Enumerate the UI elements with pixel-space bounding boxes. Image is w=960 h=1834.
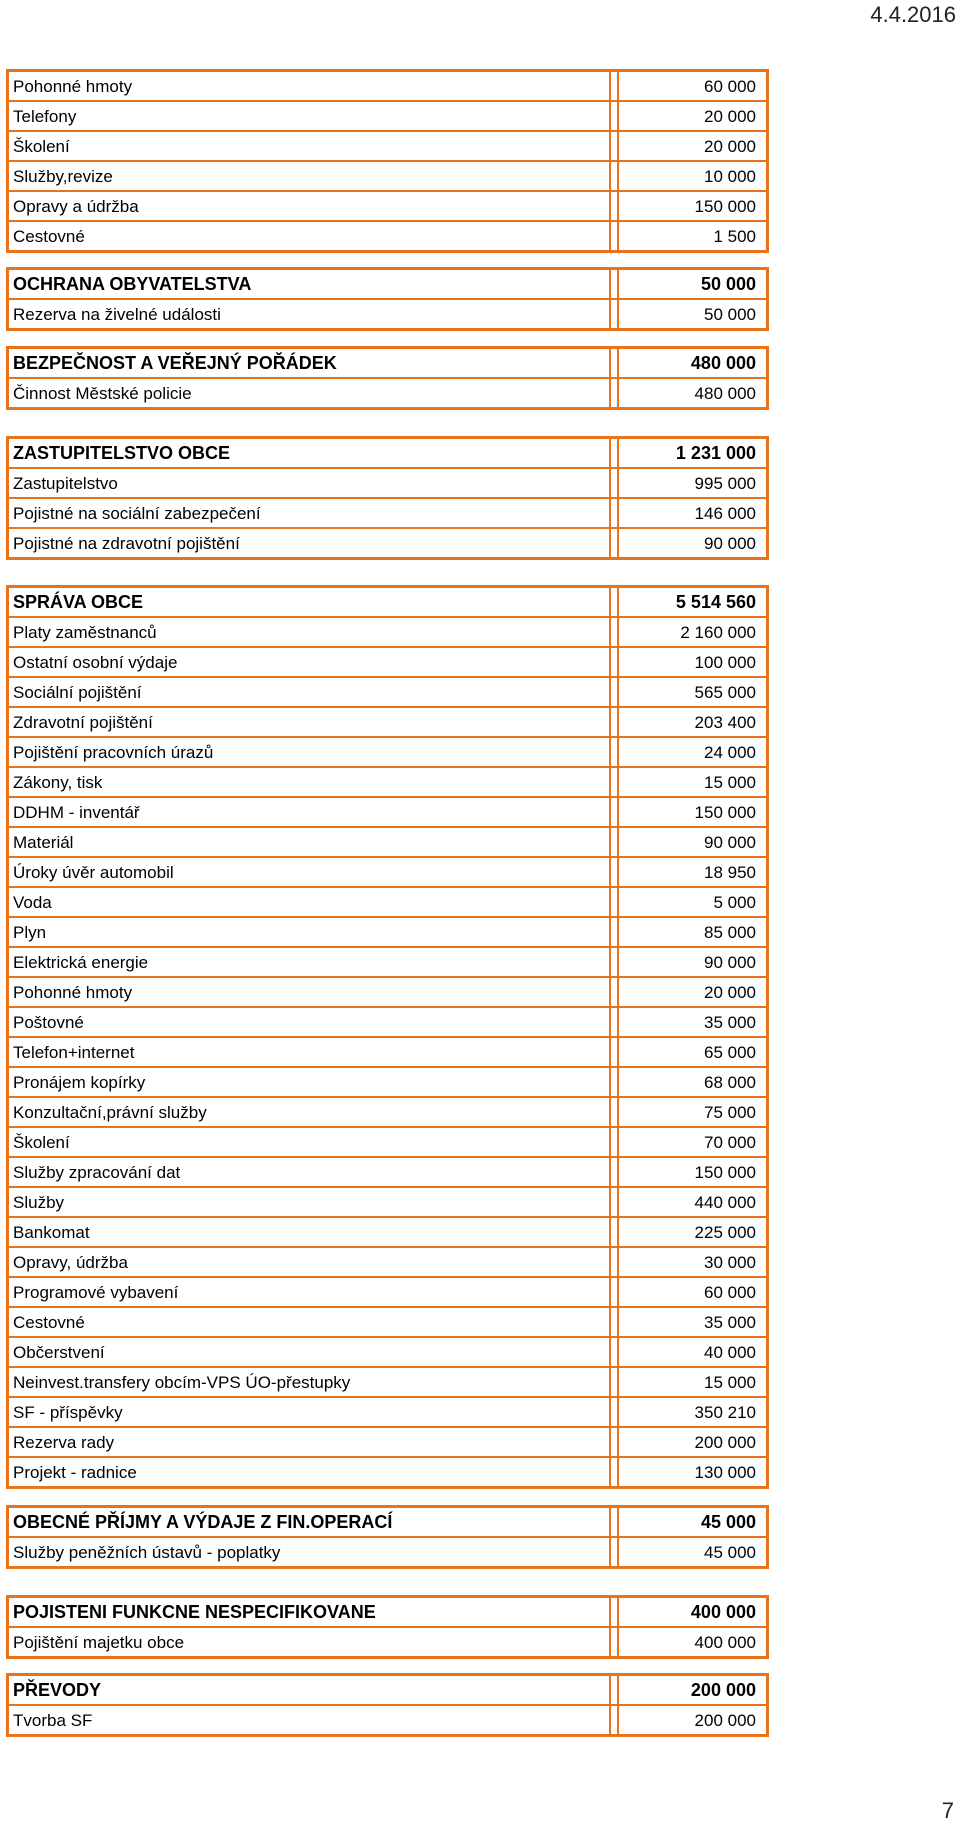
column-divider [610,1187,618,1217]
budget-row [8,528,768,559]
budget-section-transfers [6,1673,769,1737]
row-amount: 60 000 [618,1277,768,1307]
row-amount: 565 000 [618,677,768,707]
section-heading-row [8,438,768,469]
section-total: 45 000 [618,1507,768,1538]
row-label: Úroky úvěr automobil [8,857,611,887]
section-total: 1 231 000 [618,438,768,469]
column-divider [610,1397,618,1427]
row-amount: 225 000 [618,1217,768,1247]
row-label: Pojištění majetku obce [8,1627,611,1658]
row-amount: 1 500 [618,221,768,252]
section-heading-label: POJISTENI FUNKCNE NESPECIFIKOVANE [8,1597,611,1628]
row-label: Rezerva na živelné události [8,299,611,330]
column-divider [610,299,618,330]
row-label: Pohonné hmoty [8,71,611,102]
row-amount: 90 000 [618,827,768,857]
row-label: Pojistné na zdravotní pojištění [8,528,611,559]
section-heading-row [8,587,768,618]
budget-row [8,677,768,707]
row-label: Opravy a údržba [8,191,611,221]
row-amount: 10 000 [618,161,768,191]
section-heading-label: OBECNÉ PŘÍJMY A VÝDAJE Z FIN.OPERACÍ [8,1507,611,1538]
row-amount: 45 000 [618,1537,768,1568]
budget-row [8,1187,768,1217]
row-amount: 70 000 [618,1127,768,1157]
column-divider [610,677,618,707]
column-divider [610,498,618,528]
budget-section-security [6,346,769,410]
section-heading-row [8,1675,768,1706]
budget-row [8,857,768,887]
row-amount: 400 000 [618,1627,768,1658]
column-divider [610,1157,618,1187]
column-divider [610,587,618,618]
row-label: Platy zaměstnanců [8,617,611,647]
row-amount: 146 000 [618,498,768,528]
budget-row [8,1457,768,1488]
row-label: Opravy, údržba [8,1247,611,1277]
budget-row [8,1007,768,1037]
section-heading-row [8,348,768,379]
row-amount: 35 000 [618,1007,768,1037]
section-heading-label: SPRÁVA OBCE [8,587,611,618]
row-amount: 40 000 [618,1337,768,1367]
section-total: 400 000 [618,1597,768,1628]
row-amount: 130 000 [618,1457,768,1488]
budget-row [8,191,768,221]
budget-section-opening [6,69,769,253]
row-amount: 995 000 [618,468,768,498]
column-divider [610,887,618,917]
column-divider [610,1007,618,1037]
row-amount: 90 000 [618,947,768,977]
section-total: 5 514 560 [618,587,768,618]
budget-row [8,1037,768,1067]
row-label: Pronájem kopírky [8,1067,611,1097]
row-label: Bankomat [8,1217,611,1247]
row-label: Rezerva rady [8,1427,611,1457]
row-label: Projekt - radnice [8,1457,611,1488]
column-divider [610,1507,618,1538]
column-divider [610,1705,618,1736]
row-label: Telefon+internet [8,1037,611,1067]
column-divider [610,468,618,498]
budget-row [8,1537,768,1568]
row-label: Cestovné [8,221,611,252]
row-amount: 15 000 [618,767,768,797]
budget-row [8,101,768,131]
budget-row [8,1067,768,1097]
row-amount: 20 000 [618,977,768,1007]
row-label: Pohonné hmoty [8,977,611,1007]
column-divider [610,1307,618,1337]
column-divider [610,647,618,677]
column-divider [610,1037,618,1067]
column-divider [610,857,618,887]
row-amount: 15 000 [618,1367,768,1397]
budget-row [8,707,768,737]
row-amount: 350 210 [618,1397,768,1427]
row-label: Služby [8,1187,611,1217]
column-divider [610,1127,618,1157]
row-label: Konzultační,právní služby [8,1097,611,1127]
row-label: Zákony, tisk [8,767,611,797]
budget-row [8,617,768,647]
column-divider [610,438,618,469]
page-date: 4.4.2016 [870,2,956,27]
budget-row [8,161,768,191]
row-amount: 200 000 [618,1427,768,1457]
section-total: 50 000 [618,269,768,300]
budget-row [8,737,768,767]
budget-section-council [6,436,769,560]
row-label: Služby peněžních ústavů - poplatky [8,1537,611,1568]
column-divider [610,1457,618,1488]
row-amount: 50 000 [618,299,768,330]
budget-row [8,1337,768,1367]
budget-row [8,827,768,857]
budget-section-insurance [6,1595,769,1659]
row-label: Materiál [8,827,611,857]
budget-row [8,468,768,498]
row-label: Činnost Městské policie [8,378,611,409]
column-divider [610,737,618,767]
row-label: Pojistné na sociální zabezpečení [8,498,611,528]
column-divider [610,1675,618,1706]
column-divider [610,161,618,191]
column-divider [610,348,618,379]
row-label: DDHM - inventář [8,797,611,827]
budget-row [8,797,768,827]
budget-row [8,299,768,330]
column-divider [610,1367,618,1397]
section-heading-label: BEZPEČNOST A VEŘEJNÝ POŘÁDEK [8,348,611,379]
row-label: Školení [8,131,611,161]
section-heading-label: PŘEVODY [8,1675,611,1706]
column-divider [610,1627,618,1658]
budget-row [8,71,768,102]
budget-row [8,947,768,977]
row-amount: 5 000 [618,887,768,917]
budget-row [8,1627,768,1658]
row-amount: 200 000 [618,1705,768,1736]
budget-row [8,221,768,252]
row-amount: 65 000 [618,1037,768,1067]
row-amount: 20 000 [618,131,768,161]
budget-row [8,977,768,1007]
row-amount: 30 000 [618,1247,768,1277]
budget-row [8,1097,768,1127]
column-divider [610,1597,618,1628]
section-heading-row [8,269,768,300]
row-label: Telefony [8,101,611,131]
page-number: 7 [941,1798,954,1823]
budget-row [8,378,768,409]
row-amount: 60 000 [618,71,768,102]
row-amount: 75 000 [618,1097,768,1127]
column-divider [610,947,618,977]
column-divider [610,528,618,559]
row-label: SF - příspěvky [8,1397,611,1427]
budget-row [8,131,768,161]
column-divider [610,827,618,857]
row-amount: 480 000 [618,378,768,409]
budget-row [8,1427,768,1457]
budget-row [8,1397,768,1427]
column-divider [610,131,618,161]
section-total: 480 000 [618,348,768,379]
row-amount: 24 000 [618,737,768,767]
row-amount: 150 000 [618,1157,768,1187]
section-heading-row [8,1507,768,1538]
row-amount: 90 000 [618,528,768,559]
budget-row [8,767,768,797]
row-label: Programové vybavení [8,1277,611,1307]
row-amount: 203 400 [618,707,768,737]
row-label: Poštovné [8,1007,611,1037]
row-label: Ostatní osobní výdaje [8,647,611,677]
budget-row [8,1307,768,1337]
section-heading-label: ZASTUPITELSTVO OBCE [8,438,611,469]
column-divider [610,1537,618,1568]
budget-row [8,887,768,917]
budget-row [8,1705,768,1736]
row-amount: 150 000 [618,191,768,221]
column-divider [610,1427,618,1457]
row-amount: 440 000 [618,1187,768,1217]
budget-row [8,1157,768,1187]
column-divider [610,1277,618,1307]
row-label: Služby zpracování dat [8,1157,611,1187]
section-total: 200 000 [618,1675,768,1706]
column-divider [610,797,618,827]
row-label: Voda [8,887,611,917]
budget-row [8,647,768,677]
row-amount: 100 000 [618,647,768,677]
section-heading-label: OCHRANA OBYVATELSTVA [8,269,611,300]
row-label: Občerstvení [8,1337,611,1367]
budget-row [8,1277,768,1307]
row-amount: 85 000 [618,917,768,947]
column-divider [610,1337,618,1367]
row-label: Neinvest.transfery obcím-VPS ÚO-přestupky [8,1367,611,1397]
column-divider [610,71,618,102]
row-label: Plyn [8,917,611,947]
budget-section-civil-protection [6,267,769,331]
row-label: Cestovné [8,1307,611,1337]
row-amount: 150 000 [618,797,768,827]
column-divider [610,221,618,252]
budget-row [8,1127,768,1157]
column-divider [610,101,618,131]
budget-row [8,917,768,947]
row-label: Tvorba SF [8,1705,611,1736]
column-divider [610,617,618,647]
column-divider [610,1217,618,1247]
column-divider [610,378,618,409]
column-divider [610,1247,618,1277]
budget-section-administration [6,585,769,1489]
row-amount: 35 000 [618,1307,768,1337]
budget-row [8,498,768,528]
row-label: Sociální pojištění [8,677,611,707]
column-divider [610,269,618,300]
section-heading-row [8,1597,768,1628]
row-label: Pojištění pracovních úrazů [8,737,611,767]
row-amount: 68 000 [618,1067,768,1097]
budget-row [8,1217,768,1247]
row-label: Zastupitelstvo [8,468,611,498]
row-amount: 18 950 [618,857,768,887]
column-divider [610,1067,618,1097]
row-amount: 2 160 000 [618,617,768,647]
column-divider [610,977,618,1007]
column-divider [610,191,618,221]
column-divider [610,1097,618,1127]
row-label: Zdravotní pojištění [8,707,611,737]
column-divider [610,917,618,947]
row-label: Školení [8,1127,611,1157]
column-divider [610,707,618,737]
column-divider [610,767,618,797]
row-label: Elektrická energie [8,947,611,977]
row-label: Služby,revize [8,161,611,191]
budget-row [8,1367,768,1397]
budget-section-financial-operations [6,1505,769,1569]
row-amount: 20 000 [618,101,768,131]
budget-row [8,1247,768,1277]
